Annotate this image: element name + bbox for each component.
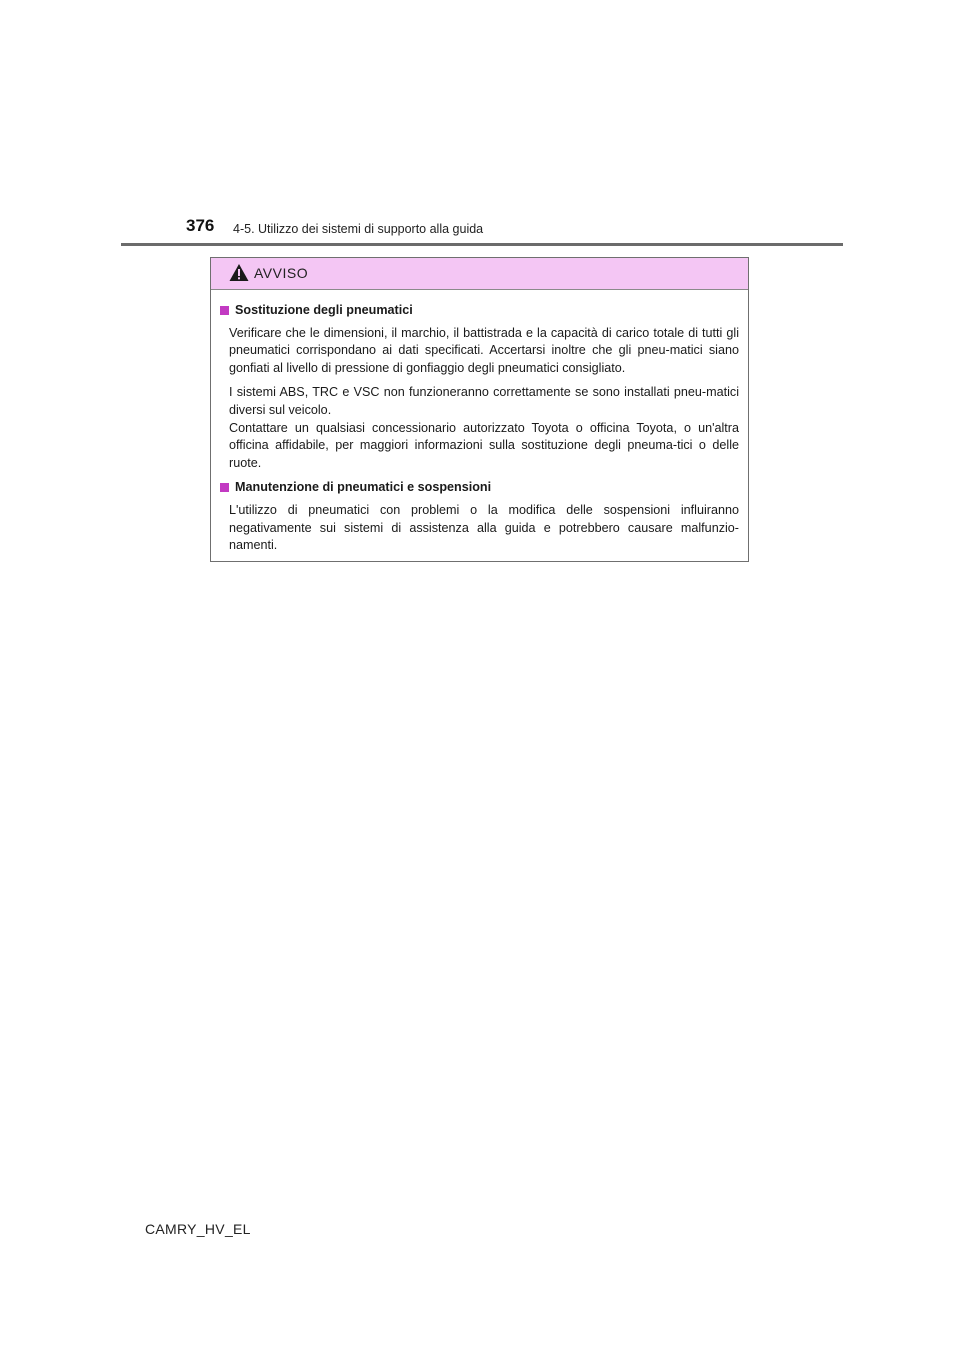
manual-code: CAMRY_HV_EL [145,1221,251,1237]
section-title: 4-5. Utilizzo dei sistemi di supporto alla guida [233,222,484,236]
paragraph: Verificare che le dimensioni, il marchio, il battistrada e la capacità di carico totale di tutti gli pneumatici corrispondano ai dati specificati. Accertarsi inoltre che gli pneu-matici siano gonfiati al livello di pressione di gonfiaggio degli pneumatici consigliato. [229,325,739,375]
warning-label: AVVISO [254,265,309,281]
square-bullet-icon [220,483,229,492]
page-number: 376 [186,216,215,235]
warning-body [211,290,748,555]
section-heading-text: Sostituzione degli pneumatici [235,303,413,317]
warning-box [210,257,749,562]
header-divider [121,243,843,246]
square-bullet-icon [220,306,229,315]
section-heading-tire-suspension-maintenance [220,479,739,497]
paragraph: L'utilizzo di pneumatici con problemi o la modifica delle sospensioni influiranno negativamente sui sistemi di assistenza alla guida e potrebbero causare malfunzio-namenti. [229,502,739,553]
paragraph: Contattare un qualsiasi concessionario autorizzato Toyota o officina Toyota, o un'altra officina affidabile, per maggiori informazioni sulla sostituzione degli pneuma-tici o delle ruote. [229,420,739,470]
warning-triangle-icon [229,263,249,282]
section-heading-tire-replacement [220,302,739,320]
warning-header [211,258,748,290]
section-heading-text: Manutenzione di pneumatici e sospensioni [235,480,492,495]
paragraph: I sistemi ABS, TRC e VSC non funzioneranno correttamente se sono installati pneu-matici diversi sul veicolo. [229,385,739,417]
